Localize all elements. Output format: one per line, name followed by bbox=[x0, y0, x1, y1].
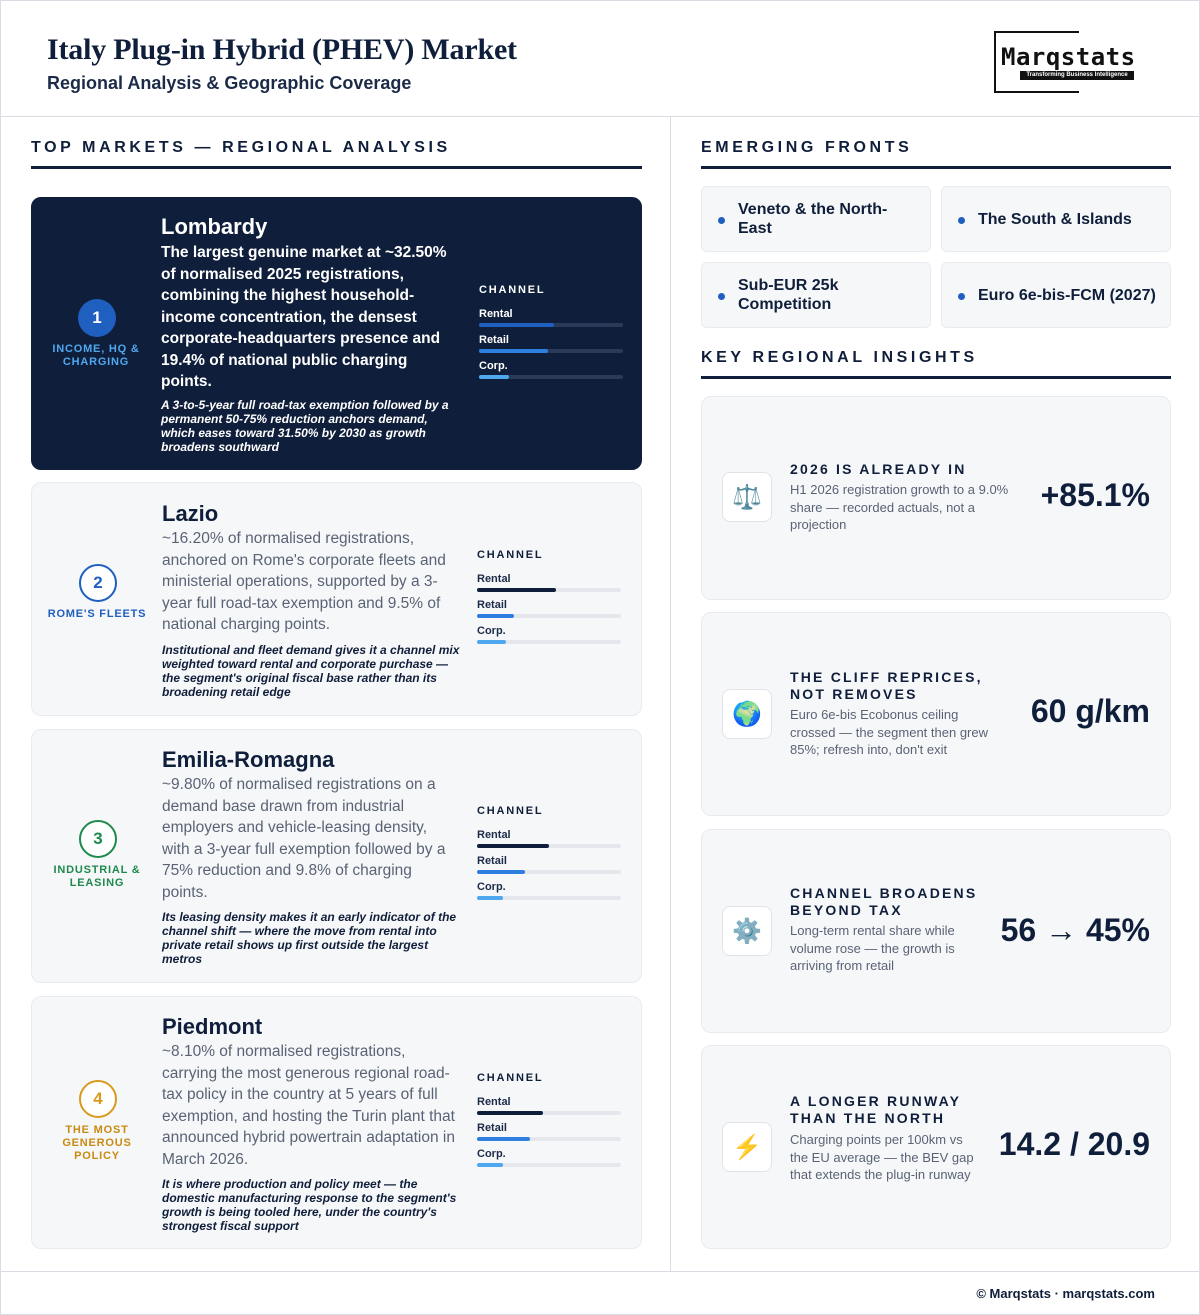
channel-bar-track bbox=[477, 896, 621, 900]
channel-bar-fill bbox=[477, 1163, 503, 1167]
channel-row bbox=[479, 308, 625, 334]
front-veneto bbox=[701, 186, 931, 252]
channel-bar-fill bbox=[477, 896, 503, 900]
market-note: Its leasing density makes it an early indicator of the channel shift — where the move from rental into private retail shows up first outside the largest metros bbox=[162, 910, 457, 966]
channel-mix bbox=[477, 805, 623, 907]
channel-bar-fill bbox=[477, 1137, 530, 1141]
insight-value: 60 g/km bbox=[1030, 693, 1150, 729]
insight-card bbox=[701, 1045, 1171, 1249]
channel-row bbox=[477, 625, 623, 651]
channel-label: Rental bbox=[477, 1096, 511, 1108]
channel-row bbox=[477, 573, 623, 599]
channel-row bbox=[477, 1096, 623, 1122]
channel-bar-fill bbox=[479, 349, 548, 353]
channel-bar-fill bbox=[477, 588, 556, 592]
channel-bar-fill bbox=[479, 375, 509, 379]
market-card-emilia-romagna bbox=[31, 729, 642, 983]
insight-card bbox=[701, 829, 1171, 1033]
channel-bar-fill bbox=[477, 640, 506, 644]
insight-description: Charging points per 100km vs the EU average — the BEV gap that extends the plug-in runway bbox=[790, 1132, 974, 1182]
rank-tag: THE MOST GENEROUS POLICY bbox=[62, 1124, 132, 1162]
rank-badge: 2 bbox=[79, 564, 117, 602]
insight-title: 2026 IS ALREADY IN bbox=[790, 461, 967, 477]
market-card-lombardy bbox=[31, 197, 642, 470]
market-description: The largest genuine market at ~32.50% of normalised 2025 registrations, combining the highest household-income concentration, the densest corporate-headquarters presence and 19.4% of national public charging points. bbox=[161, 244, 447, 390]
channel-mix bbox=[477, 549, 623, 651]
insight-description: Long-term rental share while volume rose — the growth is arriving from retail bbox=[790, 923, 955, 973]
scale-icon: ⚖️ bbox=[722, 472, 772, 522]
channel-label: Retail bbox=[477, 1122, 507, 1134]
insight-value: 14.2 / 20.9 bbox=[998, 1126, 1150, 1162]
channel-bar-fill bbox=[477, 614, 514, 618]
channel-label: Rental bbox=[477, 829, 511, 841]
channel-bar-track bbox=[479, 349, 623, 353]
market-description: ~8.10% of normalised registrations, carrying the most generous regional road-tax policy in the country at 5 years of full exemption, and hosting the Turin plant that announced hybrid powertrain adaptation in March 2026. bbox=[162, 1043, 455, 1168]
logo-wordmark: Marqstats bbox=[1001, 43, 1136, 71]
channel-bar-fill bbox=[477, 870, 525, 874]
channel-bar-track bbox=[477, 614, 621, 618]
channel-row bbox=[477, 881, 623, 907]
channel-bar-fill bbox=[479, 323, 554, 327]
logo bbox=[996, 41, 1166, 83]
key-insights-rule bbox=[701, 376, 1171, 379]
channel-bar-track bbox=[479, 323, 623, 327]
gear-icon: ⚙️ bbox=[722, 906, 772, 956]
channel-label: Corp. bbox=[477, 881, 506, 893]
bullet-icon bbox=[958, 217, 965, 224]
emerging-fronts-heading: EMERGING FRONTS bbox=[701, 139, 913, 156]
channel-row bbox=[477, 1148, 623, 1174]
channel-bar-fill bbox=[477, 1111, 543, 1115]
channel-row bbox=[479, 360, 625, 386]
market-card-piedmont bbox=[31, 996, 642, 1249]
channel-label: Rental bbox=[477, 573, 511, 585]
channel-heading: CHANNEL bbox=[477, 549, 544, 561]
channel-bar-track bbox=[477, 1137, 621, 1141]
channel-row bbox=[477, 855, 623, 881]
column-divider bbox=[670, 117, 671, 1271]
channel-heading: CHANNEL bbox=[477, 805, 544, 817]
insight-title: CHANNEL BROADENS BEYOND TAX bbox=[790, 885, 978, 918]
market-note: A 3-to-5-year full road-tax exemption followed by a permanent 50-75% reduction anchors demand, which eases toward 31.50% by 2030 as growth broadens southward bbox=[161, 398, 449, 454]
channel-mix bbox=[477, 1072, 623, 1174]
channel-label: Retail bbox=[477, 599, 507, 611]
insight-card bbox=[701, 612, 1171, 816]
market-name: Lazio bbox=[162, 501, 219, 526]
channel-row bbox=[477, 1122, 623, 1148]
channel-bar-track bbox=[477, 588, 621, 592]
front-label: Euro 6e-bis-FCM (2027) bbox=[978, 286, 1156, 304]
market-description: ~16.20% of normalised registrations, anchored on Rome's corporate fleets and ministerial operations, supported by a 3-year full road-tax exemption and 9.5% of national charging points. bbox=[162, 530, 446, 633]
market-card-lazio bbox=[31, 482, 642, 716]
logo-tagline: Transforming Business Intelligence bbox=[1020, 71, 1134, 80]
globe-icon: 🌍 bbox=[722, 689, 772, 739]
channel-label: Retail bbox=[479, 334, 509, 346]
front-label: Veneto & the North-East bbox=[738, 201, 888, 237]
channel-heading: CHANNEL bbox=[477, 1072, 544, 1084]
market-name: Piedmont bbox=[162, 1014, 263, 1039]
channel-label: Retail bbox=[477, 855, 507, 867]
insight-description: Euro 6e-bis Ecobonus ceiling crossed — the segment then grew 85%; refresh into, don't exit bbox=[790, 707, 988, 757]
channel-bar-track bbox=[477, 870, 621, 874]
channel-bar-track bbox=[477, 1163, 621, 1167]
market-description: ~9.80% of normalised registrations on a demand base drawn from industrial employers and vehicle-leasing density, with a 3-year full exemption followed by a 75% reduction and 9.8% of charging points. bbox=[162, 776, 446, 901]
page-title: Italy Plug-in Hybrid (PHEV) Market bbox=[47, 33, 517, 66]
channel-row bbox=[477, 599, 623, 625]
channel-bar-fill bbox=[477, 844, 549, 848]
channel-label: Corp. bbox=[477, 1148, 506, 1160]
insight-card bbox=[701, 396, 1171, 600]
channel-row bbox=[477, 829, 623, 855]
channel-row bbox=[479, 334, 625, 360]
page-subtitle: Regional Analysis & Geographic Coverage bbox=[47, 73, 412, 93]
front-south bbox=[941, 186, 1171, 252]
insight-value: +85.1% bbox=[1040, 477, 1150, 513]
channel-bar-track bbox=[477, 1111, 621, 1115]
insight-value: 56 → 45% bbox=[1000, 912, 1150, 948]
footer-rule bbox=[1, 1271, 1199, 1272]
key-insights-heading: KEY REGIONAL INSIGHTS bbox=[701, 349, 978, 366]
insight-description: H1 2026 registration growth to a 9.0% share — recorded actuals, not a projection bbox=[790, 482, 1009, 532]
market-name: Emilia-Romagna bbox=[162, 747, 335, 772]
channel-heading: CHANNEL bbox=[479, 284, 546, 296]
channel-bar-track bbox=[479, 375, 623, 379]
rank-tag: ROME'S FLEETS bbox=[47, 608, 147, 620]
front-euro-6e bbox=[941, 262, 1171, 328]
market-note: Institutional and fleet demand gives it a channel mix weighted toward rental and corporate purchase — the segment's original fiscal base rather than its broadening retail edge bbox=[162, 643, 460, 699]
rank-badge: 3 bbox=[79, 820, 117, 858]
footer-credit: © Marqstats · marqstats.com bbox=[976, 1286, 1155, 1301]
market-note: It is where production and policy meet — the domestic manufacturing response to the segment's growth is being tooled here, under the country's strongest fiscal support bbox=[162, 1177, 457, 1233]
rank-tag: INCOME, HQ & CHARGING bbox=[52, 343, 140, 368]
market-name: Lombardy bbox=[161, 214, 268, 239]
emerging-fronts-rule bbox=[701, 166, 1171, 169]
rank-tag: INDUSTRIAL & LEASING bbox=[53, 864, 141, 889]
bullet-icon bbox=[718, 293, 725, 300]
bullet-icon bbox=[718, 217, 725, 224]
front-label: The South & Islands bbox=[978, 210, 1132, 228]
top-markets-rule bbox=[31, 166, 642, 169]
channel-label: Corp. bbox=[479, 360, 508, 372]
channel-mix bbox=[479, 284, 625, 386]
front-sub-eur bbox=[701, 262, 931, 328]
channel-label: Rental bbox=[479, 308, 513, 320]
channel-label: Corp. bbox=[477, 625, 506, 637]
top-markets-heading: TOP MARKETS — REGIONAL ANALYSIS bbox=[31, 139, 451, 156]
channel-bar-track bbox=[477, 844, 621, 848]
insight-title: A LONGER RUNWAY THAN THE NORTH bbox=[790, 1093, 961, 1126]
bullet-icon bbox=[958, 293, 965, 300]
insight-title: THE CLIFF REPRICES, NOT REMOVES bbox=[790, 669, 983, 702]
lightning-icon: ⚡ bbox=[722, 1122, 772, 1172]
channel-bar-track bbox=[477, 640, 621, 644]
rank-badge: 1 bbox=[78, 299, 116, 337]
rank-badge: 4 bbox=[79, 1080, 117, 1118]
header bbox=[1, 1, 1199, 117]
front-label: Sub-EUR 25k Competition bbox=[738, 277, 839, 313]
